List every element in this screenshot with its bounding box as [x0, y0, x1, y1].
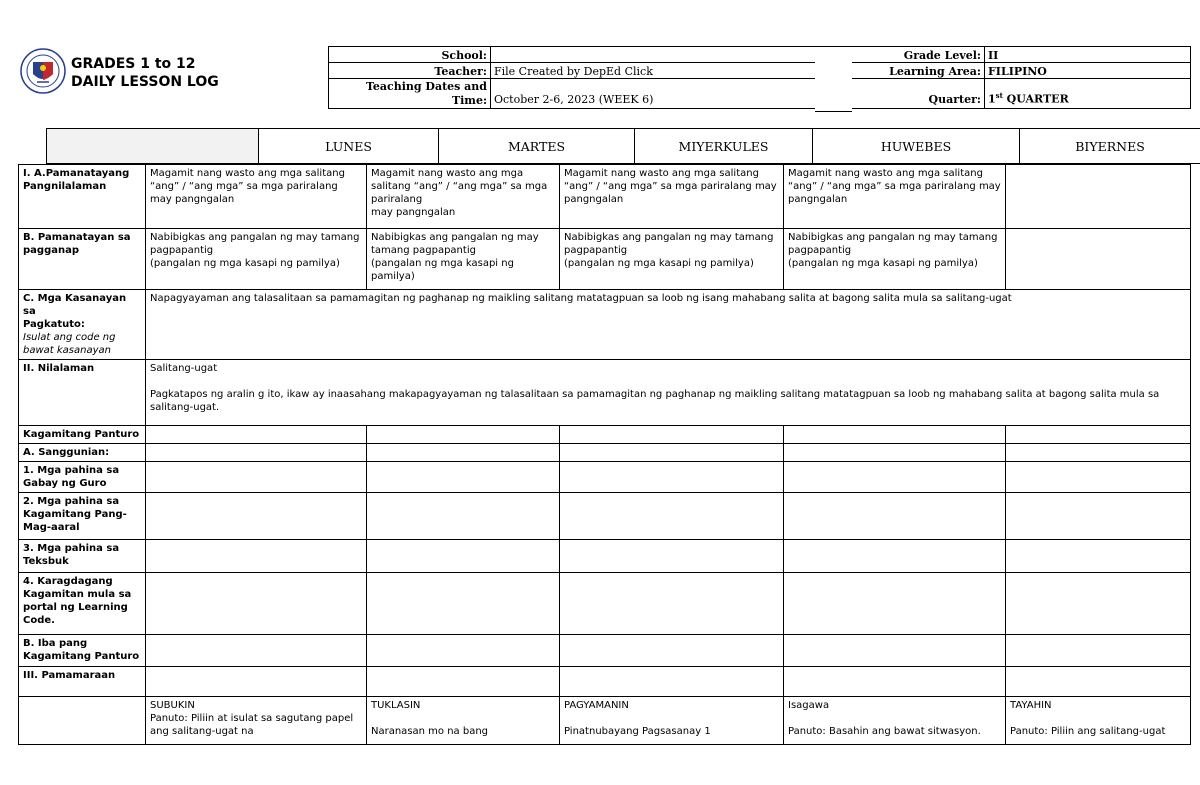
cell-martes	[367, 165, 560, 229]
grade-level-label: Grade Level:	[851, 47, 985, 63]
nilalaman-text: Pagkatapos ng aralin g ito, ikaw ay inaasahang makapagyayaman ng talasalitaan sa pamamagitan ng paghanap ng maikling salitang matatagpuan sa loob ng mahabang salita at bagong salita mula sa salitang-ugat.	[150, 389, 1160, 413]
teaching-dates-value: October 2-6, 2023 (WEEK 6)	[491, 79, 851, 109]
grade-level-value: II	[985, 47, 1191, 63]
cell-biyernes	[1006, 697, 1191, 745]
teaching-dates-label	[329, 79, 491, 109]
day-martes: MARTES	[439, 129, 635, 164]
header-gap	[815, 46, 852, 112]
row-pamamaraan	[19, 667, 1191, 697]
activity-heading: TUKLASIN	[371, 700, 421, 711]
row-label: 1. Mga pahina sa Gabay ng Guro	[19, 462, 146, 493]
row-label: 3. Mga pahina sa Teksbuk	[19, 540, 146, 573]
header-info-table	[328, 46, 1191, 109]
cell-huwebes: Magamit nang wasto ang mga salitang “ang” / “ang mga” sa mga pariralang may pangngalan	[784, 165, 1006, 229]
row-label: Kagamitang Panturo	[19, 426, 146, 444]
cell-huwebes: Nabibigkas ang pangalan ng may tamang pagpapantig (pangalan ng mga kasapi ng pamilya)	[784, 229, 1006, 290]
teacher-label: Teacher:	[329, 63, 491, 79]
activity-heading: PAGYAMANIN	[564, 700, 629, 711]
activity-text: Panuto: Basahin ang bawat sitwasyon.	[788, 726, 981, 737]
row-sanggunian	[19, 444, 1191, 462]
row-label: 2. Mga pahina sa Kagamitang Pang-Mag-aaral	[19, 493, 146, 540]
row-teksbuk	[19, 540, 1191, 573]
row-label: III. Pamamaraan	[19, 667, 146, 697]
cell-text: Magamit nang wasto ang mga salitang “ang” / “ang mga” sa mga pariralang may pangngalan	[371, 168, 548, 218]
activity-text: Panuto: Piliin ang salitang-ugat	[1010, 726, 1166, 737]
nilalaman-cell	[146, 360, 1191, 426]
row-label: 4. Karagdagang Kagamitan mula sa portal ng Learning Code.	[19, 573, 146, 635]
title-line-1: GRADES 1 to 12	[71, 56, 196, 72]
school-value	[491, 47, 851, 63]
day-lunes: LUNES	[259, 129, 439, 164]
row-label-line: I. A.Pamanatayang	[23, 168, 130, 179]
row-label-line: B. Pamanatayan sa	[23, 232, 131, 243]
teaching-dates-label-line1: Teaching Dates and	[365, 80, 487, 93]
row-label-line: C. Mga Kasanayan sa	[23, 293, 127, 317]
day-biyernes: BIYERNES	[1020, 129, 1200, 164]
row-pamamaraan-activities	[19, 697, 1191, 745]
row-label: II. Nilalaman	[19, 360, 146, 426]
teacher-value: File Created by DepEd Click	[491, 63, 851, 79]
row-mga-kasanayan	[19, 290, 1191, 360]
activity-heading: SUBUKIN	[150, 700, 195, 711]
cell-biyernes	[1006, 229, 1191, 290]
row-label-note: Isulat ang code ng	[23, 332, 116, 343]
nilalaman-title: Salitang-ugat	[150, 363, 218, 374]
row-label: B. Iba pang Kagamitang Panturo	[19, 635, 146, 667]
learning-area-label: Learning Area:	[851, 63, 985, 79]
activity-text: Panuto: Piliin at isulat sa sagutang papel ang salitang-ugat na	[150, 713, 354, 737]
row-kagamitang-panturo	[19, 426, 1191, 444]
teaching-dates-label-line2: Time:	[451, 94, 487, 107]
lesson-log-table	[18, 164, 1191, 745]
cell-lunes	[146, 697, 367, 745]
school-label: School:	[329, 47, 491, 63]
cell-lunes: Magamit nang wasto ang mga salitang “ang” / “ang mga” sa mga pariralang may pangngalan	[146, 165, 367, 229]
row-gabay-ng-guro	[19, 462, 1191, 493]
cell-martes	[367, 697, 560, 745]
learning-area-value: FILIPINO	[985, 63, 1191, 79]
row-label	[19, 165, 146, 229]
quarter-label: Quarter:	[851, 79, 985, 109]
days-header-blank	[47, 129, 259, 164]
activity-text: Pinatnubayang Pagsasanay 1	[564, 726, 711, 737]
title-line-2: DAILY LESSON LOG	[71, 74, 219, 90]
deped-seal-icon	[20, 48, 66, 94]
day-huwebes: HUWEBES	[813, 129, 1020, 164]
row-label: A. Sanggunian:	[19, 444, 146, 462]
quarter-text: QUARTER	[1002, 93, 1069, 106]
row-label-note: bawat kasanayan	[23, 345, 111, 356]
cell-martes: Nabibigkas ang pangalan ng may tamang pagpapantig (pangalan ng mga kasapi ng pamilya)	[367, 229, 560, 290]
row-label-line: Pangnilalaman	[23, 181, 107, 192]
quarter-superscript: st	[995, 91, 1003, 101]
activity-heading: TAYAHIN	[1010, 700, 1052, 711]
row-karagdagang-kagamitan	[19, 573, 1191, 635]
row-label	[19, 290, 146, 360]
cell-biyernes	[1006, 165, 1191, 229]
row-kagamitang-pang-mag-aaral	[19, 493, 1191, 540]
row-pamantayan-sa-pagganap	[19, 229, 1191, 290]
cell-miyerkules: Nabibigkas ang pangalan ng may tamang pagpapantig (pangalan ng mga kasapi ng pamilya)	[560, 229, 784, 290]
row-label-line: pagganap	[23, 245, 79, 256]
row-iba-pang-kagamitan	[19, 635, 1191, 667]
days-header-row	[46, 128, 1200, 164]
cell-miyerkules: Magamit nang wasto ang mga salitang “ang” / “ang mga” sa mga pariralang may pangngalan	[560, 165, 784, 229]
cell-miyerkules	[560, 697, 784, 745]
row-pamantayang-pangnilalaman	[19, 165, 1191, 229]
row-label	[19, 697, 146, 745]
kasanayan-text: Napagyayaman ang talasalitaan sa pamamagitan ng paghanap ng maikling salitang matatagpuan sa loob ng isang mahabang salita at bagong salita mula sa salitang-ugat	[146, 290, 1191, 360]
cell-lunes: Nabibigkas ang pangalan ng may tamang pagpapantig (pangalan ng mga kasapi ng pamilya)	[146, 229, 367, 290]
day-miyerkules: MIYERKULES	[635, 129, 813, 164]
quarter-number: 1	[988, 93, 996, 106]
activity-heading: Isagawa	[788, 700, 830, 711]
quarter-value	[985, 79, 1191, 109]
cell-huwebes	[784, 697, 1006, 745]
row-label	[19, 229, 146, 290]
row-label-line: Pagkatuto:	[23, 319, 85, 330]
row-nilalaman	[19, 360, 1191, 426]
activity-text: Naranasan mo na bang	[371, 726, 489, 737]
